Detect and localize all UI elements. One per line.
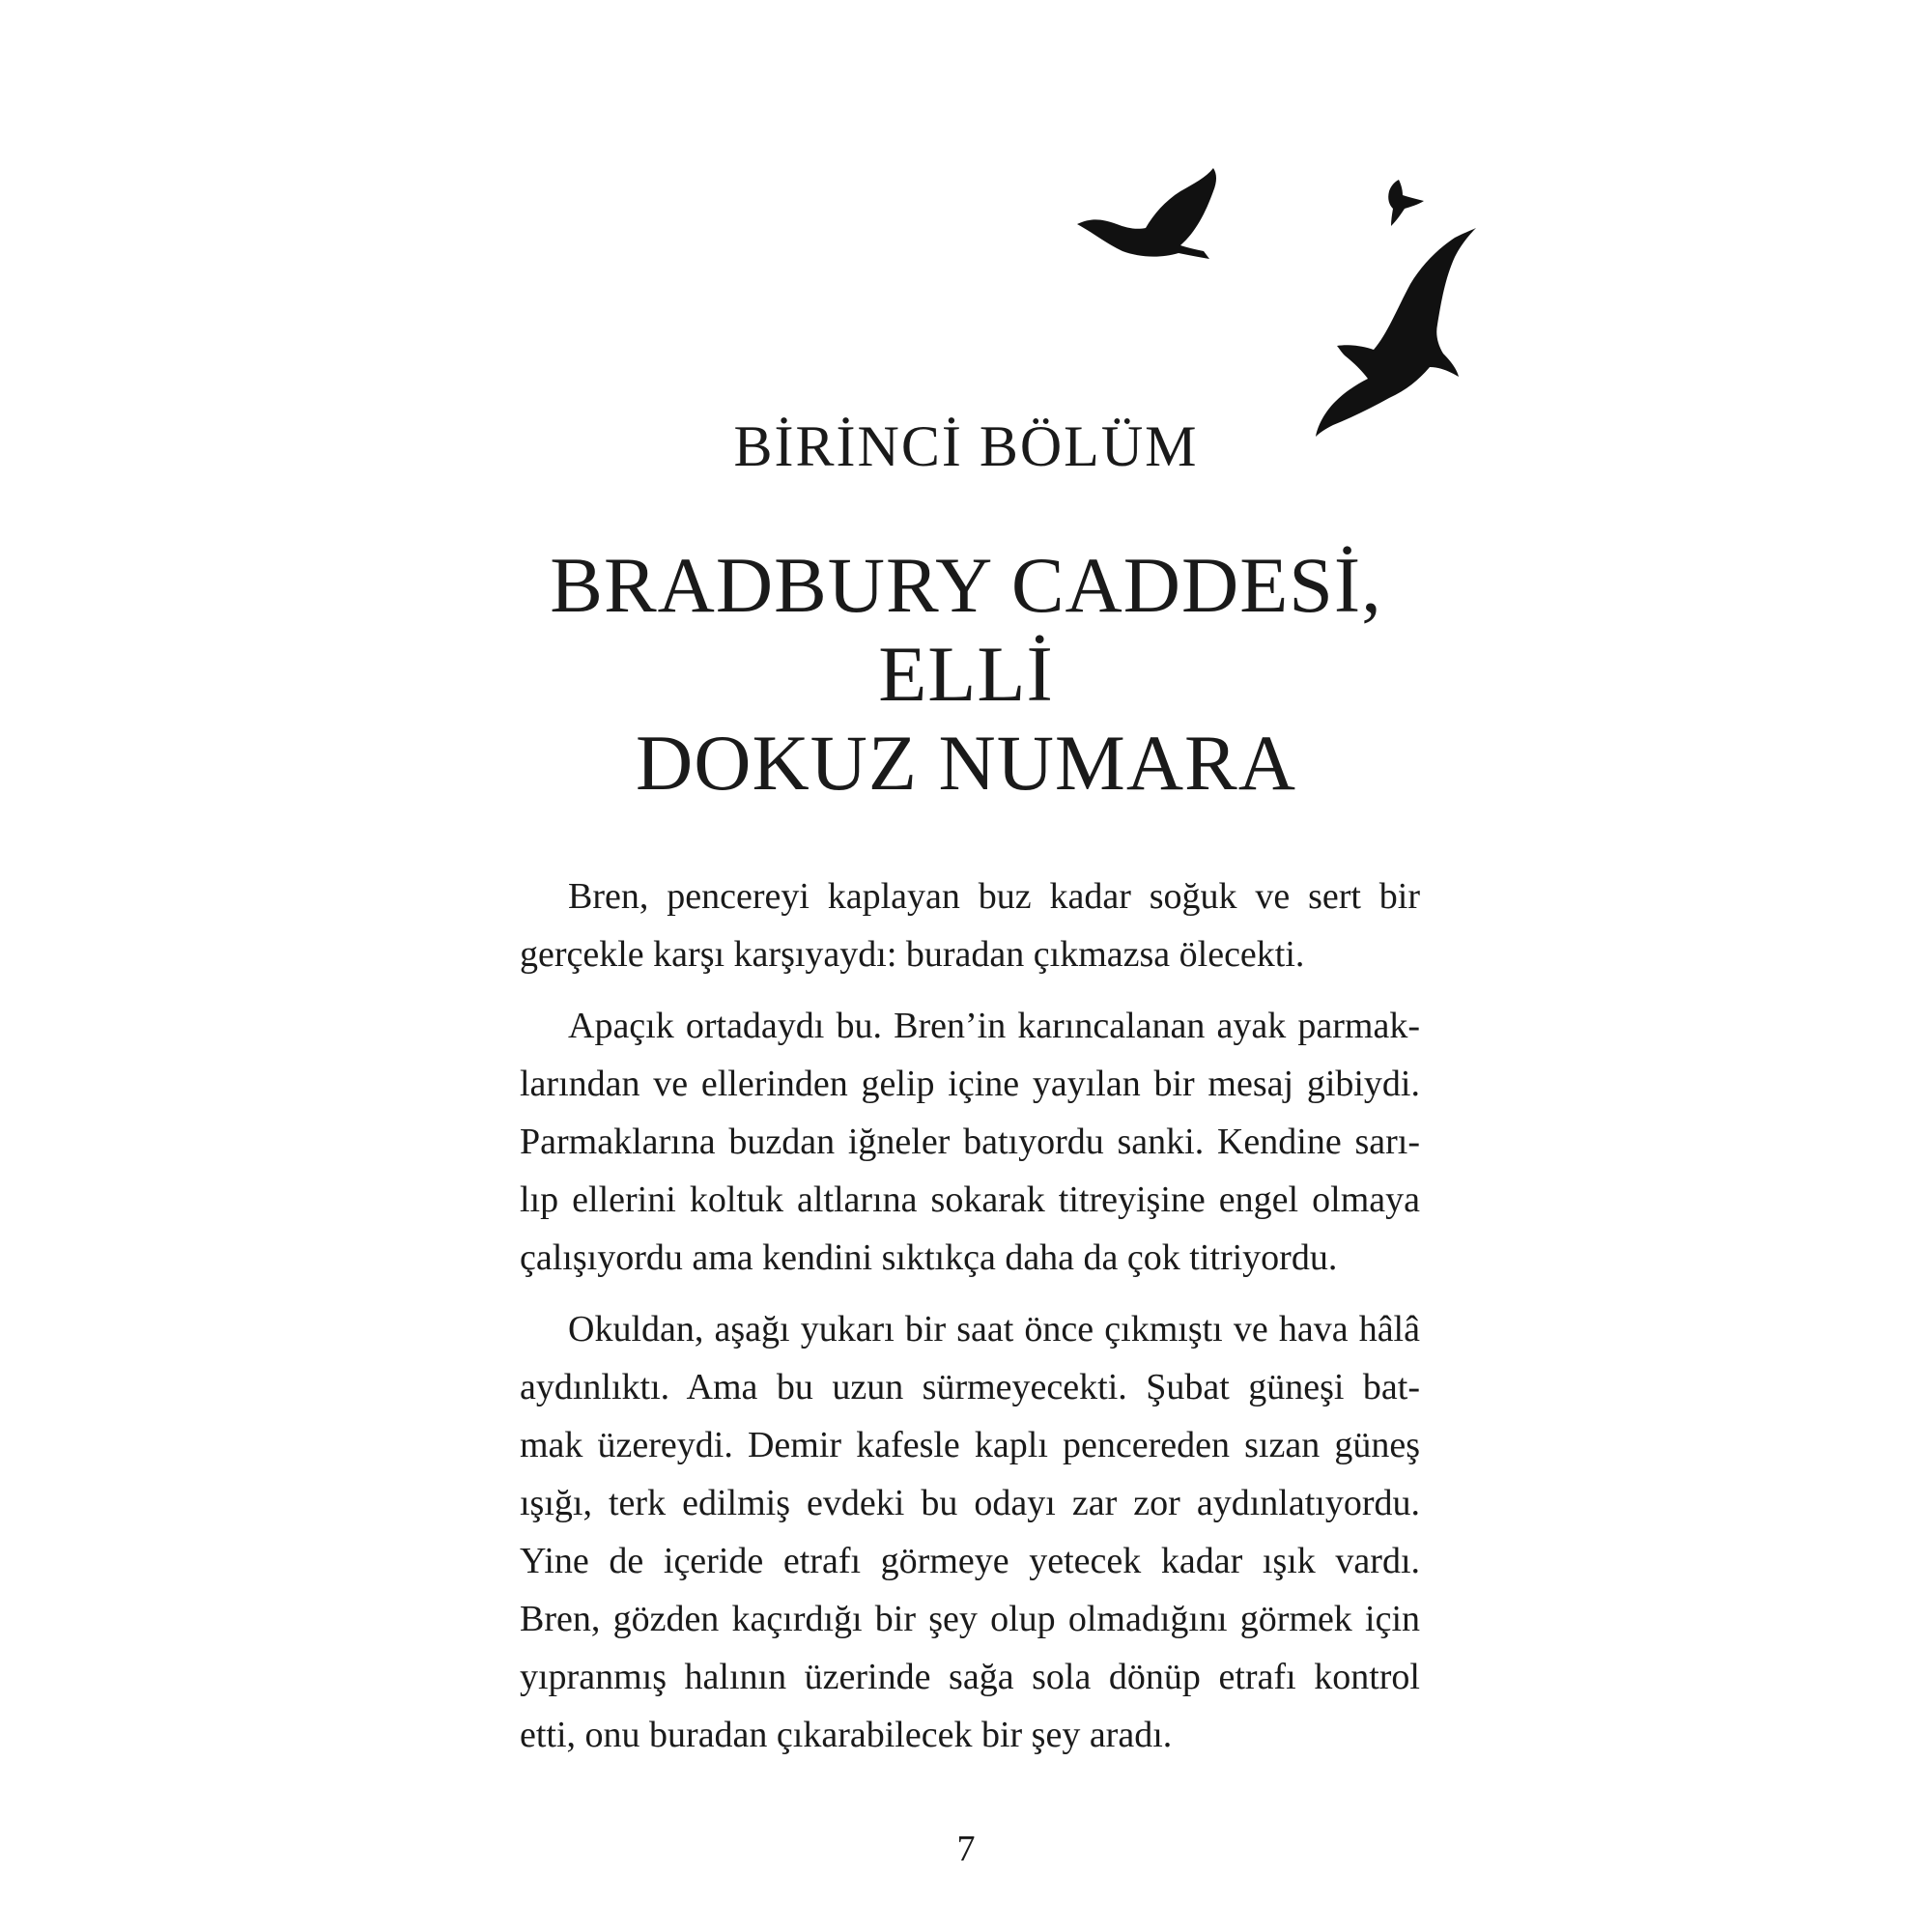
chapter-title <box>483 541 1449 808</box>
paragraph <box>520 867 1420 983</box>
page-number: 7 <box>956 1829 976 1869</box>
text-line: gerçekle karşı karşıyaydı: buradan çıkmazsa ölecekti. <box>520 934 1305 975</box>
text-line: mak üzereydi. Demir kafesle kaplı pencereden sızan güneş <box>520 1425 1420 1465</box>
body-text <box>520 867 1420 1777</box>
text-line: lıp ellerini koltuk altlarına sokarak titreyişine engel olmaya <box>520 1179 1420 1220</box>
text-line: Bren, pencereyi kaplayan buz kadar soğuk ve sert bir <box>568 876 1420 917</box>
chapter-title-line: DOKUZ NUMARA <box>636 719 1296 807</box>
paragraph <box>520 1300 1420 1764</box>
text-line: Bren, gözden kaçırdığı bir şey olup olmadığını görmek için <box>520 1599 1420 1639</box>
text-line: yıpranmış halının üzerinde sağa sola dönüp etrafı kontrol <box>520 1657 1420 1697</box>
bird-small-icon <box>1388 180 1424 226</box>
text-line: etti, onu buradan çıkarabilecek bir şey aradı. <box>520 1715 1173 1755</box>
chapter-label: BİRİNCİ BÖLÜM <box>733 414 1199 478</box>
text-line: ışığı, terk edilmiş evdeki bu odayı zar zor aydınlatıyordu. <box>520 1483 1420 1523</box>
text-line: Parmaklarına buzdan iğneler batıyordu sanki. Kendine sarı- <box>520 1122 1420 1162</box>
chapter-title-line: BRADBURY CADDESİ, ELLİ <box>550 541 1382 718</box>
bird-left-icon <box>1077 168 1216 259</box>
text-line: Yine de içeride etrafı görmeye yetecek kadar ışık vardı. <box>520 1541 1420 1581</box>
text-line: Okuldan, aşağı yukarı bir saat önce çıkmıştı ve hava hâlâ <box>568 1309 1420 1350</box>
paragraph <box>520 997 1420 1287</box>
text-line: Apaçık ortadaydı bu. Bren’in karıncalanan ayak parmak- <box>568 1006 1420 1046</box>
bird-large-icon <box>1316 228 1476 437</box>
text-line: aydınlıktı. Ama bu uzun sürmeyecekti. Şubat güneşi bat- <box>520 1367 1420 1407</box>
text-line: larından ve ellerinden gelip içine yayılan bir mesaj gibiydi. <box>520 1064 1420 1104</box>
text-line: çalışıyordu ama kendini sıktıkça daha da çok titriyordu. <box>520 1237 1338 1278</box>
